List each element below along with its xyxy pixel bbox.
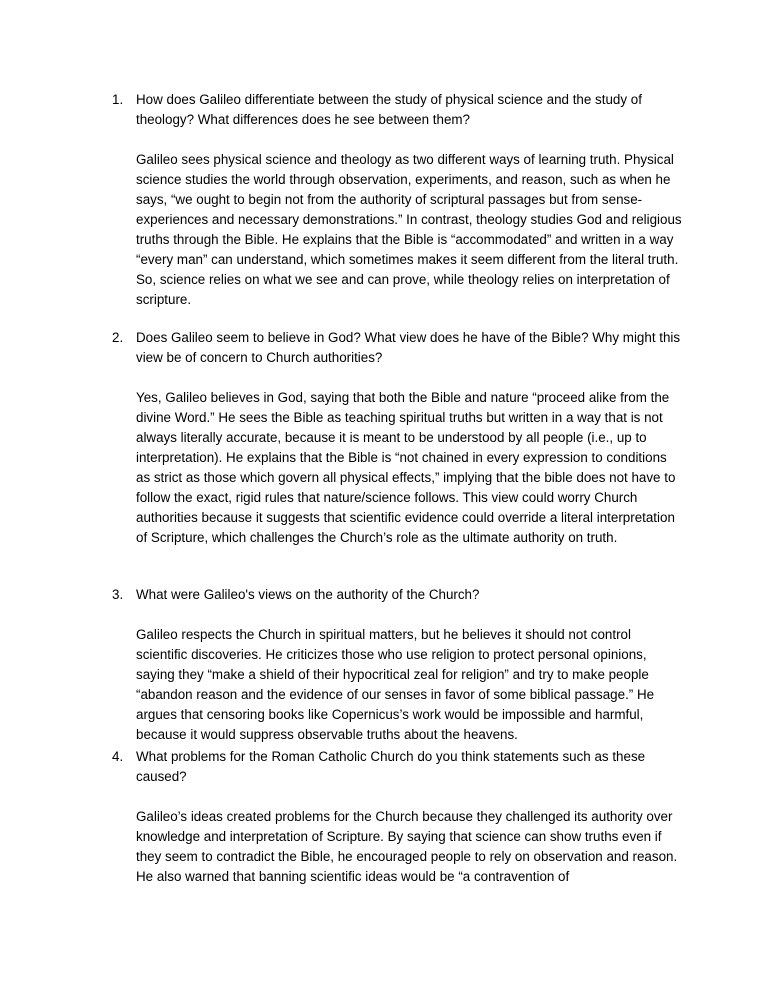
question-text: What were Galileo's views on the authority of the Church? (136, 587, 480, 602)
answer-paragraph: Yes, Galileo believes in God, saying that both the Bible and nature “proceed alike from the divine Word.” He sees the Bible as teaching spiritual truths but written in a way that is not always literally accurate, because it is meant to be understood by all people (i.e., up to interpretation). He explains that the Bible is “not chained in every expression to conditions as strict as those which govern all physical effects,” implying that the bible does not have to follow the exact, rigid rules that nature/science follows. This view could worry Church authorities because it suggests that scientific evidence could override a literal interpretation of Scripture, which challenges the Church’s role as the ultimate authority on truth. (136, 390, 676, 545)
answer-paragraph: Galileo sees physical science and theology as two different ways of learning truth. Physical science studies the world through observation, experiments, and reason, such as when he says, “we ought to begin not from the authority of scriptural passages but from sense-experiences and necessary demonstrations.” In contrast, theology studies God and religious truths through the Bible. He explains that the Bible is “accommodated” and written in a way “every man” can understand, which sometimes makes it seem different from the literal truth. So, science relies on what we see and can prove, while theology relies on interpretation of scripture. (136, 152, 682, 307)
question-item-2 (112, 328, 682, 548)
question-number: 1. (112, 92, 124, 107)
question-item-3 (112, 585, 682, 745)
question-number: 3. (112, 587, 124, 602)
question-number: 4. (112, 749, 124, 764)
answer-paragraph: Galileo’s ideas created problems for the Church because they challenged its authority over knowledge and interpretation of Scripture. By saying that science can show truths even if they seem to contradict the Bible, he encouraged people to rely on observation and reason. He also warned that banning scientific ideas would be “a contravention of (136, 809, 678, 884)
question-text: How does Galileo differentiate between the study of physical science and the study of theology? What differences does he see between them? (136, 92, 642, 127)
question-number: 2. (112, 330, 124, 345)
question-text: Does Galileo seem to believe in God? What view does he have of the Bible? Why might this view be of concern to Church authorities? (136, 330, 681, 365)
question-text: What problems for the Roman Catholic Church do you think statements such as these caused? (136, 749, 646, 784)
question-item-4 (112, 747, 682, 887)
answer-paragraph: Galileo respects the Church in spiritual matters, but he believes it should not control scientific discoveries. He criticizes those who use religion to protect personal opinions, saying they “make a shield of their hypocritical zeal for religion” and try to make people “abandon reason and the evidence of our senses in favor of some biblical passage.” He argues that censoring books like Copernicus’s work would be impossible and harmful, because it would suppress observable truths about the heavens. (136, 627, 655, 742)
question-item-1 (112, 90, 682, 310)
